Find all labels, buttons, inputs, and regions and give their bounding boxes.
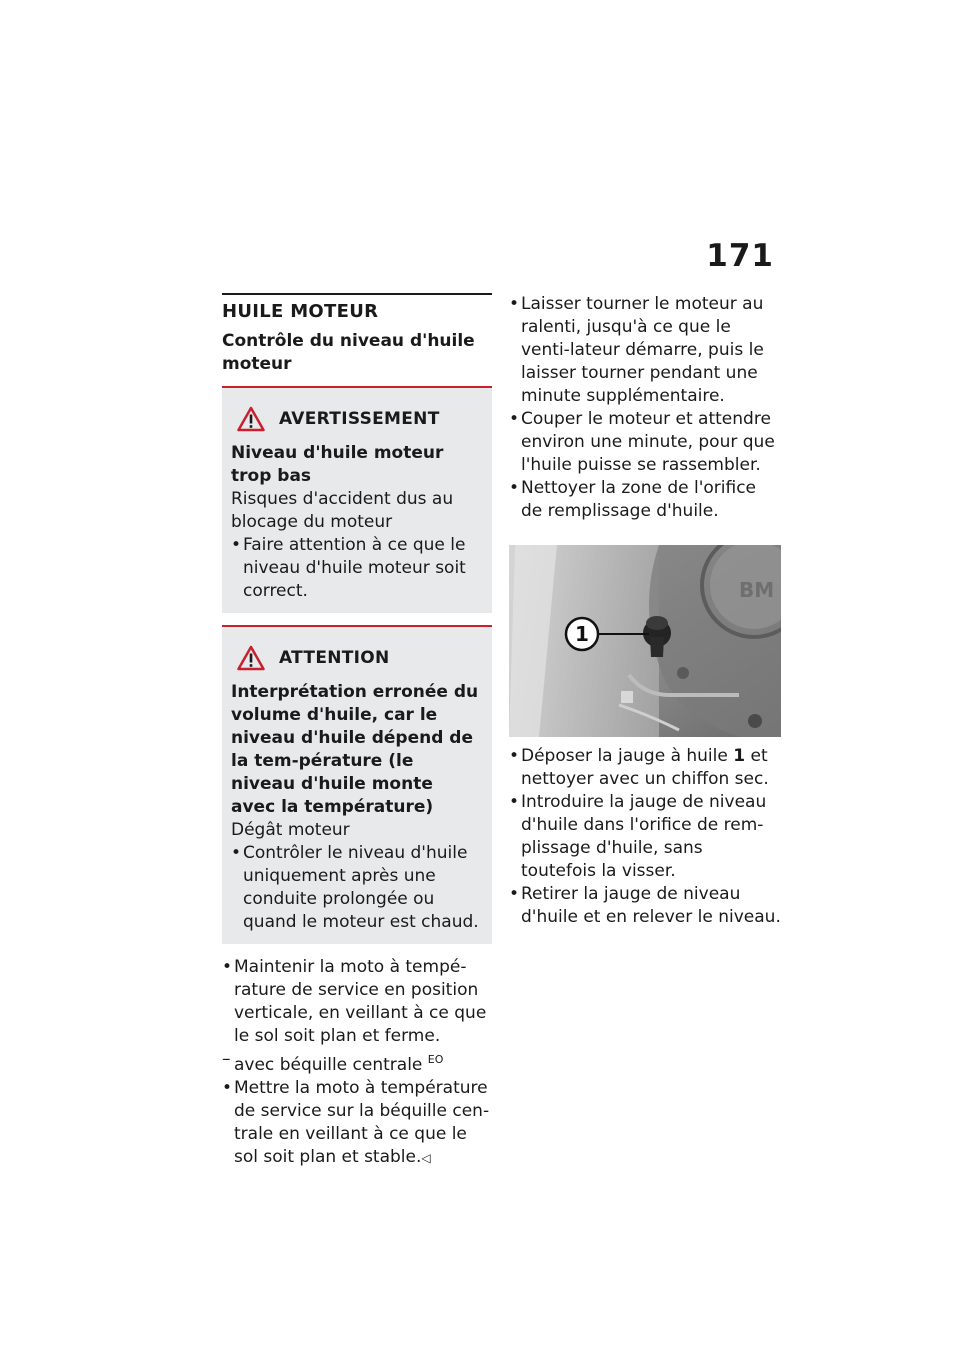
step-item: • Retirer la jauge de niveau d'huile et en relever le niveau. bbox=[509, 883, 781, 929]
end-mark-icon: ◁ bbox=[421, 1151, 431, 1165]
engine-emblem-text: BM bbox=[739, 578, 775, 602]
condition-text: avec béquille centrale bbox=[234, 1055, 423, 1075]
step-item: • Couper le moteur et attendre environ une minute, pour que l'huile puisse se rassembler. bbox=[509, 408, 781, 477]
step-text: Déposer la jauge à huile bbox=[521, 746, 734, 766]
step-text: et nettoyer avec un chiffon sec. bbox=[521, 746, 769, 789]
attention-box bbox=[222, 625, 492, 944]
warning-box bbox=[222, 386, 492, 613]
right-column bbox=[509, 293, 781, 929]
page-number: 171 bbox=[706, 238, 774, 274]
condition-superscript: EO bbox=[427, 1053, 444, 1066]
step-item: • Nettoyer la zone de l'orifice de remplissage d'huile. bbox=[509, 477, 781, 523]
step-item: • Maintenir la moto à tempé-rature de service en position verticale, en veillant à ce que le sol soit plan et ferme. bbox=[222, 956, 492, 1048]
step-item bbox=[222, 1077, 492, 1170]
warning-label: AVERTISSEMENT bbox=[279, 409, 440, 429]
condition-line bbox=[222, 1048, 492, 1077]
attention-bullet: • Contrôler le niveau d'huile uniquement après une conduite prolongée ou quand le moteur est chaud. bbox=[231, 842, 482, 934]
figure-callout-1: 1 bbox=[575, 622, 589, 646]
attention-header bbox=[237, 641, 482, 675]
step-item: • Laisser tourner le moteur au ralenti, jusqu'à ce que le venti-lateur démarre, puis le laisser tourner pendant une minute supplémentaire. bbox=[509, 293, 781, 408]
step-text: Mettre la moto à température de service sur la béquille cen-trale en veillant à ce que le sol soit plan et stable. bbox=[234, 1078, 490, 1167]
warning-triangle-icon bbox=[237, 406, 265, 432]
warning-title: Niveau d'huile moteur trop bas bbox=[231, 443, 444, 486]
left-column bbox=[222, 293, 492, 1170]
section-divider bbox=[222, 293, 492, 295]
subsection-title: Contrôle du niveau d'huile moteur bbox=[222, 331, 475, 374]
engine-dipstick-photo bbox=[509, 545, 781, 737]
warning-text: Risques d'accident dus au blocage du moteur bbox=[231, 489, 454, 532]
warning-bullet: • Faire attention à ce que le niveau d'huile moteur soit correct. bbox=[231, 534, 482, 603]
warning-header bbox=[237, 402, 482, 436]
step-item: • Introduire la jauge de niveau d'huile dans l'orifice de rem-plissage d'huile, sans toutefois la visser. bbox=[509, 791, 781, 883]
section-title: HUILE MOTEUR bbox=[222, 301, 379, 322]
part-reference: 1 bbox=[733, 746, 746, 766]
warning-triangle-icon bbox=[237, 645, 265, 671]
attention-text: Dégât moteur bbox=[231, 820, 350, 840]
attention-title: Interprétation erronée du volume d'huile, car le niveau d'huile dépend de la tem-pérature (le niveau d'huile monte avec la température) bbox=[231, 682, 479, 817]
step-item bbox=[509, 745, 781, 791]
attention-label: ATTENTION bbox=[279, 648, 390, 668]
